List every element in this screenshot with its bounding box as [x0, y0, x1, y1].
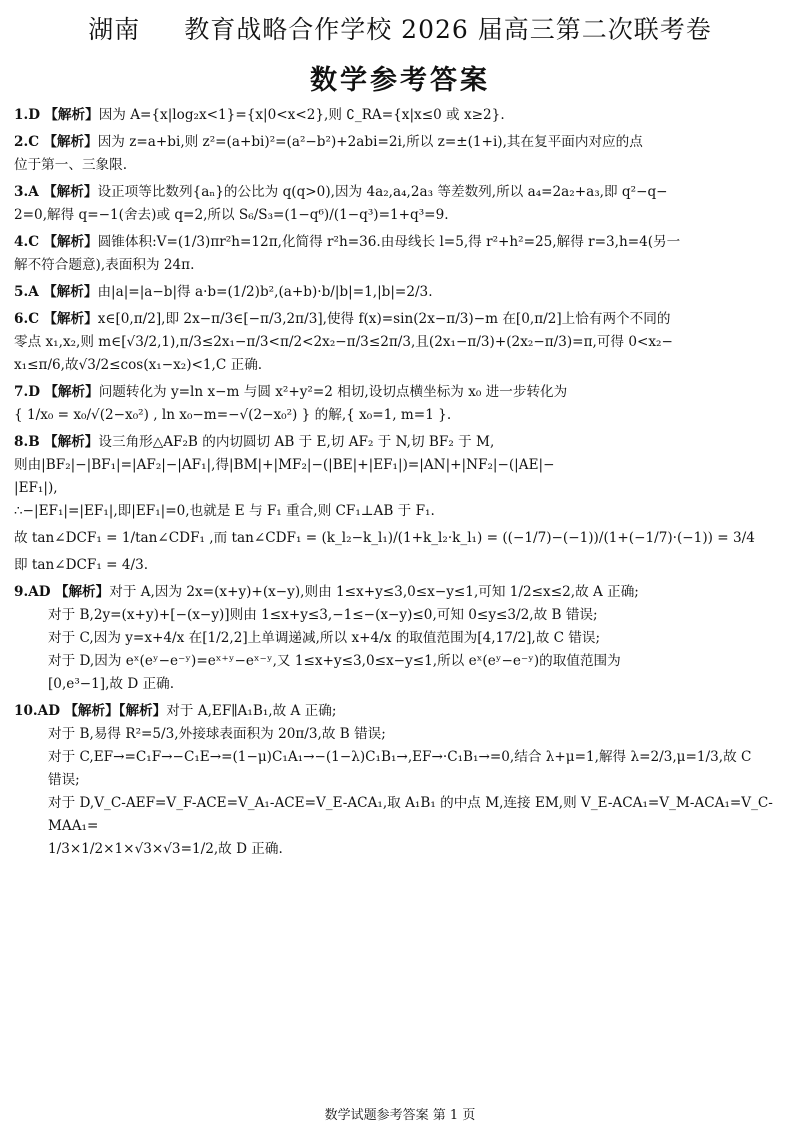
solution-line: 对于 D,因为 eˣ(eʸ−e⁻ʸ)=eˣ⁺ʸ−eˣ⁻ʸ,又 1≤x+y≤3,0≤x−y≤1,所以 eˣ(eʸ−e⁻ʸ)的取值范围为 [48, 653, 621, 669]
solution-line: { 1/x₀ = x₀/√(2−x₀²) , ln x₀−m=−√(2−x₀²) } 的解,{ x₀=1, m=1 }. [14, 407, 452, 423]
solution-line: 对于 D,V_C-AEF=V_F-ACE=V_A₁-ACE=V_E-ACA₁,取 A₁B₁ 的中点 M,连接 EM,则 V_E-ACA₁=V_M-ACA₁=V_C-MAA₁= [48, 795, 773, 834]
solution-line: 零点 x₁,x₂,则 m∈[√3/2,1),π/3≤2x₁−π/3<π/2<2x₂−π/3≤2π/3,且(2x₁−π/3)+(2x₂−π/3)=π,可得 0<x₂− [14, 334, 673, 350]
analysis-tag: 【解析】 [43, 284, 98, 300]
analysis-tag: 【解析】 [43, 184, 98, 200]
answer-number: 7.D [14, 384, 40, 400]
answer-number: 4.C [14, 234, 40, 250]
question-2 [14, 131, 788, 177]
solution-line: x₁≤π/6,故√3/2≤cos(x₁−x₂)<1,C 正确. [14, 357, 263, 373]
solution-line: 设三角形△AF₂B 的内切圆切 AB 于 E,切 AF₂ 于 N,切 BF₂ 于 M, [98, 434, 495, 450]
answer-number: 9.AD [14, 584, 51, 600]
solution-line: x∈[0,π/2],即 2x−π/3∈[−π/3,2π/3],使得 f(x)=sin(2x−π/3)−m 在[0,π/2]上恰有两个不同的 [97, 311, 671, 327]
question-6 [14, 308, 788, 377]
solution-line: 位于第一、三象限. [14, 157, 128, 173]
answer-number: 5.A [14, 284, 39, 300]
exam-header [0, 10, 800, 46]
solution-line: [0,e³−1],故 D 正确. [48, 676, 175, 692]
page-footer: 数学试题参考答案 第 1 页 [324, 1108, 476, 1123]
answer-number: 8.B [14, 434, 40, 450]
analysis-tag: 【解析】 [54, 584, 110, 600]
answer-number: 2.C [14, 134, 40, 150]
solution-line: 对于 A,因为 2x=(x+y)+(x−y),则由 1≤x+y≤3,0≤x−y≤1,可知 1/2≤x≤2,故 A 正确; [109, 584, 639, 600]
analysis-tag: 【解析】 [43, 311, 98, 327]
solution-line: 对于 B,2y=(x+y)+[−(x−y)]则由 1≤x+y≤3,−1≤−(x−y)≤0,可知 0≤y≤3/2,故 B 错误; [48, 607, 598, 623]
solution-line: 错误; [48, 772, 80, 788]
analysis-tag: 【解析】 [43, 134, 98, 150]
solution-line: 对于 C,EF→=C₁F→−C₁E→=(1−μ)C₁A₁→−(1−λ)C₁B₁→,EF→·C₁B₁→=0,结合 λ+μ=1,解得 λ=2/3,μ=1/3,故 C [48, 749, 752, 765]
solution-line: 则由|BF₂|−|BF₁|=|AF₂|−|AF₁|,得|BM|+|MF₂|−(|BE|+|EF₁|)=|AN|+|NF₂|−(|AE|− [14, 457, 555, 473]
answer-number: 3.A [14, 184, 39, 200]
solution-line: 对于 A,EF∥A₁B₁,故 A 正确; [166, 703, 337, 719]
solution-line: 圆锥体积:V=(1/3)πr²h=12π,化简得 r²h=36.由母线长 l=5,得 r²+h²=25,解得 r=3,h=4(另一 [97, 234, 681, 250]
solution-line: 解不符合题意),表面积为 24π. [14, 257, 195, 273]
solution-line: 问题转化为 y=ln x−m 与圆 x²+y²=2 相切,设切点横坐标为 x₀ 进一步转化为 [98, 384, 568, 400]
solution-line: 1/3×1/2×1×√3×√3=1/2,故 D 正确. [48, 841, 283, 857]
answer-number: 6.C [14, 311, 40, 327]
question-4 [14, 231, 788, 277]
solution-line: 因为 A={x|log₂x<1}={x|0<x<2},则 ∁_RA={x|x≤0 或 x≥2}. [98, 107, 505, 123]
solution-line: 设正项等比数列{aₙ}的公比为 q(q>0),因为 4a₂,a₄,2a₃ 等差数列,所以 a₄=2a₂+a₃,即 q²−q− [97, 184, 668, 200]
question-8 [14, 431, 788, 577]
solution-line: 故 tan∠DCF₁ = 1/tan∠CDF₁ ,而 tan∠CDF₁ = (k_l₂−k_l₁)/(1+k_l₂·k_l₁) = ((−1/7)−(−1))/(1+(−1/7)·(−1)) = 3/4 [14, 530, 755, 546]
analysis-tag: 【解析】【解析】 [64, 703, 167, 719]
solution-line: 对于 B,易得 R²=5/3,外接球表面积为 20π/3,故 B 错误; [48, 726, 386, 742]
question-7 [14, 381, 788, 427]
question-5 [14, 281, 788, 304]
question-9 [14, 581, 788, 696]
solution-line: 因为 z=a+bi,则 z²=(a+bi)²=(a²−b²)+2abi=2i,所以 z=±(1+i),其在复平面内对应的点 [97, 134, 643, 150]
solution-line: 对于 C,因为 y=x+4/x 在[1/2,2]上单调递减,所以 x+4/x 的取值范围为[4,17/2],故 C 错误; [48, 630, 601, 646]
solution-line: 由|a|=|a−b|得 a·b=(1/2)b²,(a+b)·b/|b|=1,|b|=2/3. [97, 284, 433, 300]
analysis-tag: 【解析】 [44, 107, 99, 123]
answer-number: 10.AD [14, 703, 60, 719]
exam-title: 教育战略合作学校 2026 届高三第二次联考卷 [184, 15, 712, 44]
solution-line: |EF₁|), [14, 480, 58, 496]
page-title: 数学参考答案 [310, 65, 490, 96]
solution-line: ∴−|EF₁|=|EF₁|,即|EF₁|=0,也就是 E 与 F₁ 重合,则 CF₁⊥AB 于 F₁. [14, 503, 435, 519]
question-10 [14, 700, 788, 861]
analysis-tag: 【解析】 [43, 234, 98, 250]
region-label: 湖南 [88, 15, 141, 44]
question-1 [14, 104, 788, 127]
question-3 [14, 181, 788, 227]
answer-number: 1.D [14, 107, 40, 123]
analysis-tag: 【解析】 [44, 384, 99, 400]
solution-line: 即 tan∠DCF₁ = 4/3. [14, 557, 149, 573]
answer-list [14, 104, 788, 861]
analysis-tag: 【解析】 [44, 434, 99, 450]
solution-line: 2=0,解得 q=−1(舍去)或 q=2,所以 S₆/S₃=(1−q⁶)/(1−q³)=1+q³=9. [14, 207, 449, 223]
